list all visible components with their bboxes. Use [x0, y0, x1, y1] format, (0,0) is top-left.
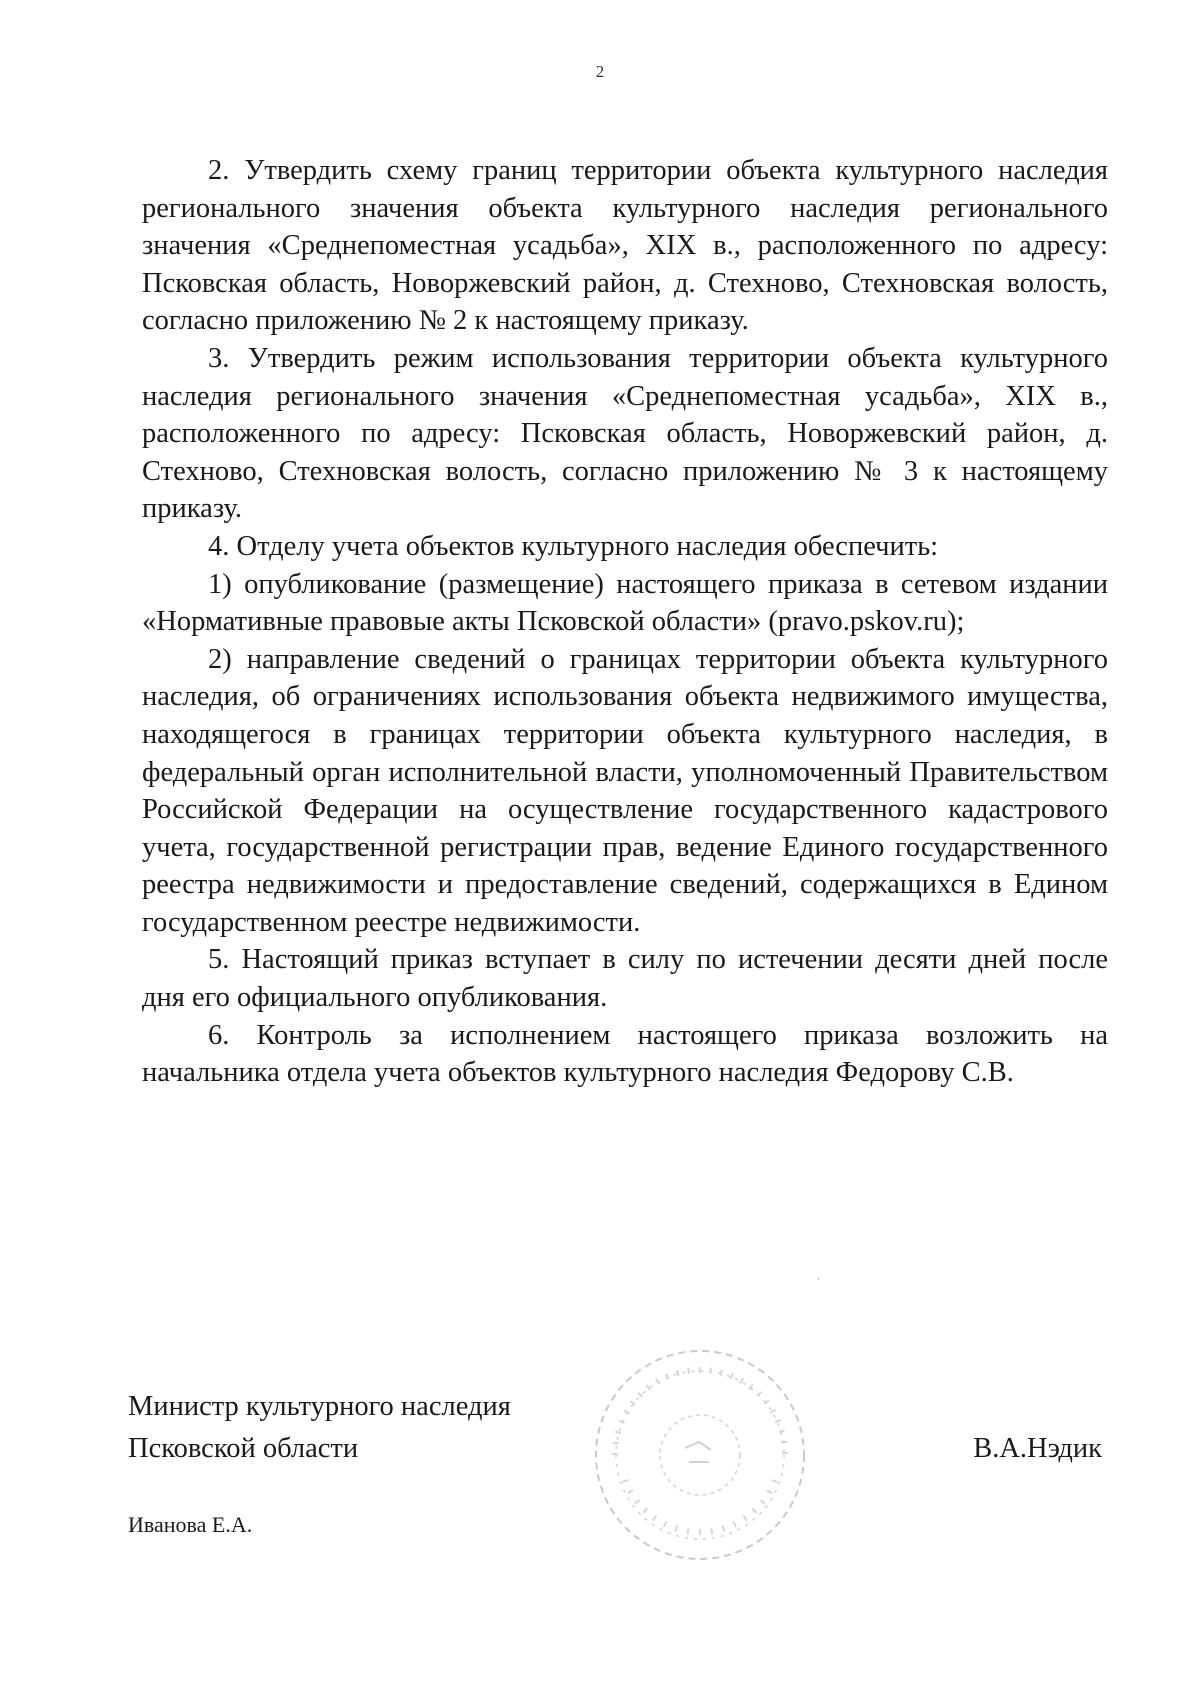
scan-speck: ˙: [816, 1276, 821, 1291]
page-number: 2: [595, 62, 605, 81]
signature-position-line2: Псковской области: [128, 1433, 359, 1464]
signature-position: [128, 1386, 511, 1470]
official-stamp: [585, 1340, 815, 1570]
paragraph-item-6: 6. Контроль за исполнением настоящего приказа возложить на начальника отдела учета объектов культурного наследия Федорову С.В.: [142, 1019, 1108, 1089]
paragraph-item-4: 4. Отделу учета объектов культурного наследия обеспечить:: [208, 530, 939, 562]
paragraph-subitem-2: 2) направление сведений о границах территории объекта культурного наследия, об ограничениях использования объекта недвижимого имущества, находящегося в границах территории объекта культурного наследия, в федеральный орган исполнительной власти, уполномоченный Правительством Российской Федерации на осуществление государственного кадастрового учета, государственной регистрации прав, ведение Единого государственного реестра недвижимости и предоставление сведений, содержащихся в Едином государственном реестре недвижимости.: [142, 643, 1108, 938]
paragraph-item-5: 5. Настоящий приказ вступает в силу по истечении десяти дней после дня его официального опубликования.: [142, 944, 1108, 1014]
signature-position-line1: Министр культурного наследия: [128, 1391, 511, 1422]
executor-name: Иванова Е.А.: [128, 1512, 253, 1537]
paragraph-item-3: 3. Утвердить режим использования территории объекта культурного наследия регионального значения «Среднепоместная усадьба», XIX в., расположенного по адресу: Псковская область, Новоржевский район, д. Стехново, Стехновская волость, согласно приложению № 3 к настоящему приказу.: [142, 342, 1108, 525]
signatory-name: В.А.Нэдик: [973, 1433, 1102, 1464]
paragraph-item-2: 2. Утвердить схему границ территории объекта культурного наследия регионального значения объекта культурного наследия регионального значения «Среднепоместная усадьба», XIX в., расположенного по адресу: Псковская область, Новоржевский район, д. Стехново, Стехновская волость, согласно приложению № 2 к настоящему приказу.: [142, 155, 1108, 337]
paragraph-subitem-1: 1) опубликование (размещение) настоящего приказа в сетевом издании «Нормативные правовые акты Псковской области» (pravo.pskov.ru);: [142, 568, 1108, 638]
document-body: [142, 152, 1108, 1092]
